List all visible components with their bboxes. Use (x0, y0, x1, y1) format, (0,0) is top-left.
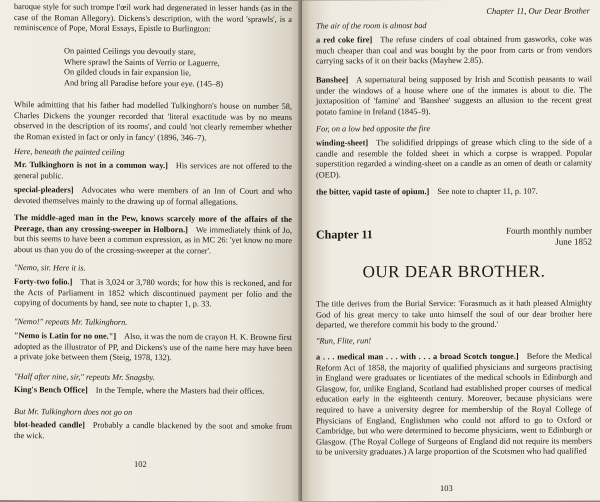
lemma-heading: For, on a low bed opposite the fire (316, 124, 430, 134)
note-headword: The middle-aged man in the Pew, knows scarcely more of the affairs of the Peerage, than any crossing-sweeper in Holborn.] (14, 213, 292, 234)
right-page (302, 0, 600, 502)
note-headword: Forty-two folio.] (14, 277, 73, 287)
note-entry (14, 420, 292, 443)
lemma-heading: But Mr. Tulkinghorn does not go on (14, 407, 133, 417)
note-headword: Mr. Tulkinghorn is not in a common way.] (14, 160, 168, 171)
note-headword: a red coke fire] (316, 35, 373, 45)
note-text: A supernatural being supposed by Irish and Scottish peasants to wail under the windows of a house where one of the inmates is about to die. The juxtaposition of 'famine' and 'Banshee' suggests an allusion to the recent great potato famine in Ireland (1845–9). (316, 74, 592, 117)
publication-date: June 1852 (555, 236, 592, 247)
note-entry (316, 75, 592, 118)
note-headword: blot-headed candle] (14, 420, 85, 430)
note-text: The refuse cinders of coal obtained from gasworks, coke was much cheaper than coal and was bought by the poor from carts or from vendors carrying sacks of it on their backs (Mayhew 2.85). (316, 34, 593, 66)
note-entry (316, 138, 592, 181)
lemma-heading: "Nemo, sir. Here it is. (14, 263, 86, 273)
note-entry (14, 185, 292, 208)
verse-line: On gilded clouds in fair expansion lie, (64, 67, 191, 78)
note-entry (14, 277, 292, 311)
chapter-title: OUR DEAR BROTHER. (362, 261, 546, 282)
chapter-header (316, 226, 592, 249)
note-entry (14, 213, 292, 257)
note-entry (316, 352, 592, 459)
note-text: We immediately think of Jo, but this seems to have been a common expression, as in MC 26: 'yet know no more about us than you do of the crossing-sweeper at the corner'. (14, 224, 292, 256)
note-headword: a . . . medical man . . . with . . . a broad Scotch tongue.] (316, 351, 519, 362)
paragraph: While admitting that his father had modelled Tulkinghorn's house on number 58, Charles Dickens the younger recorded that 'literal exactitude was by no means observed in the description of its rooms', and could 'not clearly remember whether the Roman existed in fact or only in fancy' (1896, 346–7). (14, 100, 292, 143)
note-text: Probably a candle blackened by the soot and smoke from the wick. (14, 420, 292, 440)
paragraph-continued: baroque style for such trompe l'œil work had degenerated in lesser hands (as in the case of the Roman Allegory). Dickens's description, with the word 'sprawls', is a reminiscence of Pope, Moral Essays, Epistle to Burlington: (14, 2, 292, 34)
note-headword: "Nemo is Latin for no one."] (14, 331, 117, 341)
lemma-heading: The air of the room is almost bad (316, 21, 427, 31)
chapter-label: Chapter 11 (316, 227, 373, 242)
verse-line: And bring all Paradise before your eye. (145–8) (64, 78, 223, 89)
note-headword: Banshee] (316, 75, 349, 85)
note-text: The solidified drippings of grease which cling to the side of a candle and resemble the folded sheet in which a corpse is wrapped. Popular superstition regarded a winding-sheet on a candle as an omen of death or calamity (OED). (316, 137, 592, 180)
page-number: 102 (134, 458, 147, 469)
note-text: Advocates who were members of an Inn of Court and who devoted themselves mainly to the drawing up of formal allegations. (14, 185, 292, 207)
note-entry (14, 331, 292, 365)
monthly-number: Fourth monthly number (506, 225, 592, 236)
note-entry (316, 187, 592, 199)
page-number: 103 (440, 482, 453, 494)
note-text: Before the Medical Reform Act of 1858, the majority of qualified physicians and surgeons practising in England were graduates or licentiates of the medical schools in Edinburgh and Glasgow, for, unlike England, Scotland had established proper courses of medical education early in the eighteenth century. Moreover, because physicians were required to have a university degree for membership of the Royal College of Physicians of England, Englishmen who could not afford to go to Oxford or Cambridge, but who were determined to become physicians, went to Edinburgh or Glasgow. (The Royal College of Surgeons of England did not require its members to be university graduates.) A large proportion of the Scotsmen who had qualified (316, 351, 592, 457)
note-text: Also, it was the nom de crayon H. K. Browne first adopted as the illustrator of PP, and Dickens's use of the name here may have been a private joke between them (Steig, 1978, 132). (14, 331, 292, 363)
lemma-heading: "Half after nine, sir," repeats Mr. Snagsby. (14, 372, 155, 383)
note-entry (316, 35, 592, 68)
note-entry (14, 385, 292, 398)
note-text: See note to chapter 11, p. 107. (437, 186, 538, 197)
note-headword: the bitter, vapid taste of opium.] (316, 187, 430, 197)
verse-line: Where sprawl the Saints of Verrio or Laguerre, (64, 56, 220, 68)
note-headword: King's Bench Office] (14, 385, 88, 395)
lemma-heading: "Nemo!" repeats Mr. Tulkinghorn. (14, 317, 128, 327)
note-text: In the Temple, where the Masters had their offices. (95, 385, 265, 396)
note-text: That is 3,024 or 3,780 words; for how this is reckoned, and for the Acts of Parliament in 1852 which discontinued payment per folio and the copying of documents by hand, see note to chapter 1, p. 33. (14, 277, 292, 309)
chapter-intro: The title derives from the Burial Service: 'Forasmuch as it hath pleased Almighty God of his great mercy to take unto himself the soul of our dear brother here departed, we therefore commit his body to the ground.' (316, 298, 592, 330)
note-entry (14, 160, 292, 183)
running-head: Chapter 11, Our Dear Brother (486, 5, 590, 16)
note-headword: winding-sheet] (316, 138, 369, 148)
lemma-heading: Here, beneath the painted ceiling (14, 147, 125, 157)
verse-quotation (14, 46, 292, 90)
note-headword: special-pleaders] (14, 185, 74, 195)
lemma-heading: "Run, Flite, run! (316, 336, 372, 346)
verse-line: On painted Ceilings you devoutly stare, (64, 46, 196, 57)
note-text: His services are not offered to the general public. (14, 161, 292, 180)
